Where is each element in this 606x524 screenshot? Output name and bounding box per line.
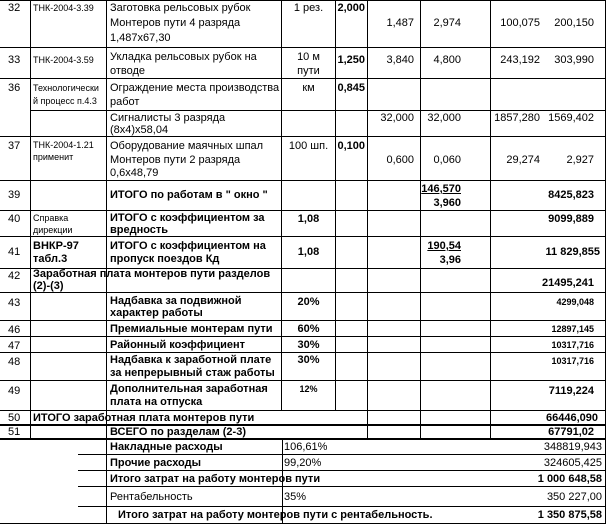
profitability-percent: 35% — [284, 491, 307, 503]
grid-line — [78, 470, 606, 471]
price-cell: 29,274 — [506, 154, 540, 166]
subtotal-label: пропуск поездов Кд — [110, 253, 220, 265]
labor-total-cell: 4,800 — [433, 54, 461, 66]
row-number: 40 — [8, 213, 21, 225]
grid-line — [0, 0, 606, 1]
allowance-label: за непрерывный стаж работы — [110, 367, 275, 379]
quantity-cell: 2,000 — [337, 2, 365, 14]
work-description: Заготовка рельсовых рубок — [110, 2, 251, 14]
labor-subtotal-cell: 3,960 — [433, 197, 461, 209]
percent-cell: 60% — [297, 323, 320, 335]
total-cell: 4299,048 — [556, 297, 594, 307]
allowance-label: Надбавка за подвижной — [110, 295, 242, 307]
row-number: 32 — [8, 2, 21, 14]
total-cell: 1569,402 — [548, 112, 594, 124]
subtotal-label: Заработная плата монтеров пути разделов — [33, 268, 271, 280]
unit-cell: 10 м — [297, 51, 320, 63]
work-formula: (8х4)х58,04 — [110, 124, 169, 136]
overhead-label: Накладные расходы — [110, 441, 223, 453]
work-description: Оборудование маячных шпал — [110, 140, 264, 152]
grid-line — [0, 410, 606, 411]
grid-line — [78, 486, 606, 487]
total-cell: 9099,889 — [548, 213, 594, 225]
labor-total-cell: 0,060 — [433, 154, 461, 166]
grid-line — [0, 180, 606, 181]
norm-reference: Справка — [33, 213, 69, 223]
coefficient-cell: 1,08 — [297, 213, 320, 225]
row-number: 37 — [8, 140, 21, 152]
norm-reference: табл.3 — [33, 253, 68, 265]
total-cell: 66446,090 — [546, 412, 598, 424]
other-expenses-percent: 99,20% — [284, 457, 322, 469]
row-number: 50 — [8, 412, 21, 424]
grid-line — [0, 236, 606, 237]
work-description: Монтеров пути 2 разряда — [110, 154, 241, 166]
grid-line-bold — [0, 438, 606, 440]
total-cell: 8425,823 — [548, 189, 594, 201]
row-number: 47 — [8, 340, 21, 352]
percent-cell: 30% — [297, 339, 320, 351]
labor-norm-cell: 32,000 — [380, 112, 414, 124]
total-cell: 200,150 — [554, 17, 594, 29]
norm-reference: Технологически — [33, 83, 99, 93]
norm-reference: ТНК-2004-3.59 — [33, 55, 94, 65]
total-cell: 10317,716 — [551, 356, 594, 366]
subtotal-label: вредность — [110, 224, 169, 236]
grand-total-value: 1 350 875,58 — [537, 509, 602, 521]
unit-cell: 100 шп. — [288, 140, 329, 152]
norm-reference: применит — [33, 152, 74, 162]
grid-line — [78, 454, 606, 455]
overhead-percent: 106,61% — [284, 441, 328, 453]
quantity-cell: 0,100 — [337, 140, 365, 152]
subtotal-label: (2)-(3) — [33, 280, 64, 292]
labor-norm-cell: 3,840 — [386, 54, 414, 66]
row-number: 41 — [8, 246, 21, 258]
work-description: работ — [110, 96, 140, 108]
total-cell: 67791,02 — [548, 426, 594, 438]
price-cell: 100,075 — [500, 17, 540, 29]
row-number: 43 — [8, 297, 21, 309]
allowance-label: Дополнительная заработная — [110, 383, 268, 395]
work-description: отводе — [110, 65, 146, 77]
total-cell: 7119,224 — [548, 385, 594, 397]
grand-total-label: Итого затрат на работу монтеров пути с рентабельность. — [118, 509, 433, 521]
subtotal-label: ИТОГО заработная плата монтеров пути — [33, 412, 255, 424]
work-description: Укладка рельсовых рубок на — [110, 51, 257, 63]
other-expenses-label: Прочие расходы — [110, 457, 201, 469]
grid-line — [0, 320, 606, 321]
grid-line — [106, 0, 107, 524]
overhead-total: 348819,943 — [543, 441, 602, 453]
quantity-cell: 0,845 — [337, 82, 365, 94]
percent-cell: 12% — [299, 384, 318, 394]
unit-cell: 1 рез. — [293, 2, 324, 14]
other-expenses-total: 324605,425 — [543, 457, 602, 469]
total-cell: 21495,241 — [542, 277, 594, 289]
grid-line — [30, 110, 606, 111]
work-description: Монтеров пути 4 разряда — [110, 17, 241, 29]
subtotal-label: ВСЕГО по разделам (2-3) — [110, 426, 246, 438]
labor-subtotal-cell: 146,570 — [421, 183, 461, 195]
percent-cell: 30% — [297, 354, 320, 366]
profitability-total: 350 227,00 — [546, 491, 602, 503]
grid-line — [0, 210, 606, 211]
grid-line — [0, 336, 606, 337]
price-cell: 243,192 — [500, 54, 540, 66]
grid-line — [30, 0, 31, 438]
labor-subtotal-cell: 190,54 — [427, 240, 461, 252]
unit-cell: пути — [297, 65, 320, 77]
row-number: 36 — [8, 82, 21, 94]
allowance-label: Премиальные монтерам пути — [110, 323, 273, 335]
work-formula: 0,6х48,79 — [110, 167, 159, 179]
allowance-label: Районный коэффициент — [110, 339, 245, 351]
cost-sum-total: 1 000 648,58 — [537, 473, 602, 485]
percent-cell: 20% — [297, 296, 320, 308]
grid-line — [0, 136, 606, 137]
row-number: 49 — [8, 385, 21, 397]
coefficient-cell: 1,08 — [297, 246, 320, 258]
labor-subtotal-cell: 3,96 — [439, 254, 461, 266]
norm-reference: й процесс п.4.3 — [33, 96, 97, 106]
allowance-label: Надбавка к заработной плате — [110, 354, 272, 366]
norm-reference: ТНК-2004-3.39 — [33, 3, 94, 13]
grid-line — [0, 352, 606, 353]
subtotal-label: ИТОГО по работам в " окно " — [110, 189, 268, 201]
labor-norm-cell: 1,487 — [386, 17, 414, 29]
total-cell: 303,990 — [554, 54, 594, 66]
subtotal-label: ИТОГО с коэффициентом на — [110, 240, 266, 252]
row-number: 51 — [8, 426, 21, 438]
grid-line — [0, 292, 606, 293]
work-formula: 1,487х67,30 — [110, 32, 171, 44]
norm-reference: ВНКР-97 — [33, 240, 79, 252]
labor-norm-cell: 0,600 — [386, 154, 414, 166]
profitability-label: Рентабельность — [110, 491, 193, 503]
norm-reference: дирекции — [33, 225, 73, 235]
row-number: 39 — [8, 189, 21, 201]
grid-line — [0, 47, 606, 48]
subtotal-label: ИТОГО с коэффициентом за — [110, 212, 265, 224]
allowance-label: характер работы — [110, 307, 203, 319]
grid-line — [0, 380, 606, 381]
row-number: 33 — [8, 54, 21, 66]
row-number: 42 — [8, 270, 21, 282]
work-description: Ограждение места производства — [110, 82, 280, 94]
row-number: 46 — [8, 324, 21, 336]
labor-total-cell: 32,000 — [427, 112, 461, 124]
quantity-cell: 1,250 — [337, 54, 365, 66]
cost-sum-label: Итого затрат на работу монтеров пути — [110, 473, 321, 485]
norm-reference: ТНК-2004-1.21 — [33, 140, 94, 150]
total-cell: 10317,716 — [551, 340, 594, 350]
work-description: Сигналисты 3 разряда — [110, 112, 226, 124]
grid-line — [78, 506, 606, 507]
total-cell: 2,927 — [566, 154, 594, 166]
allowance-label: плата на отпуска — [110, 396, 203, 408]
unit-cell: км — [302, 82, 315, 94]
grid-line — [0, 78, 606, 79]
price-cell: 1857,280 — [494, 112, 540, 124]
row-number: 48 — [8, 356, 21, 368]
total-cell: 11 829,855 — [545, 246, 600, 258]
labor-total-cell: 2,974 — [433, 17, 461, 29]
total-cell: 12897,145 — [551, 324, 594, 334]
